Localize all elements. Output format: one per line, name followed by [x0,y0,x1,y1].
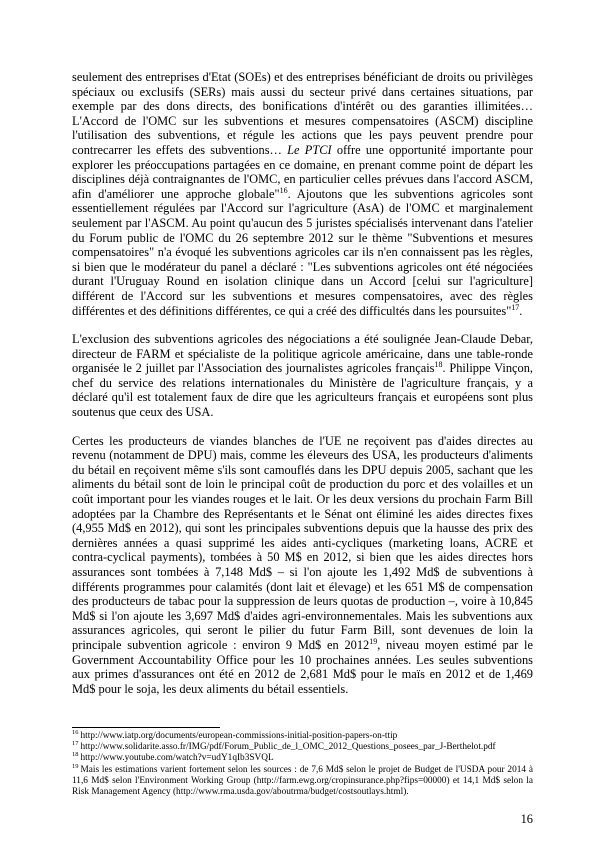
paragraph-text: , niveau moyen estimé par le Government Accountability Office pour les 10 prochaines années. Les seules subventions aux primes d'assurances ont été en 2012 de 2,681 Md$ pour le maïs en 2012 et de 1,469 Md$ pour le soja, les deux aliments du bétail essentiels. [72,637,533,696]
paragraph-text: Certes les producteurs de viandes blanches de l'UE ne reçoivent pas d'aides directes au revenu (notamment de DPU) mais, comme les éleveurs des USA, les producteurs d'aliments du bétail en reçoivent même s'ils sont camouflés dans les DPU depuis 2005, sachant que les aliments du bétail sont de loin le principal coût de production du porc et des volailles et un coût important pour les viandes rouges et le lait. Or les deux versions du prochain Farm Bill adoptées par la Chambre des Représentants et le Sénat ont éliminé les aides directes fixes (4,955 Md$ en 2012), qui sont les principales subventions depuis que la hausse des prix des dernières années a quasi supprimé les aides anti-cycliques (marketing loans, ACRE et contra-cyclical payments), tombées à 50 M$ en 2012, si bien que les aides directes hors assurances sont tombées à 7,148 Md$ – si l'on ajoute les 1,492 Md$ de subventions à différents programmes pour calamités (dont lait et élevage) et les 651 M$ de compensation des producteurs de tabac pour la suppression de leurs quotas de production –, voire à 10,845 Md$ si l'on ajoute les 3,697 Md$ d'aides agri-environnementales. Mais les subventions aux assurances agricoles, qui seront le pilier du futur Farm Bill, sont devenues de loin la principale subvention agricole : environ 9 Md$ en 2012 [72,433,533,652]
paragraph-text: seulement des entreprises d'Etat (SOEs) et des entreprises bénéficiant de droits ou privilèges spéciaux ou exclusifs (SERs) mais aussi du secteur privé dans certaines situations, par exemple par des dons directs, des bonifications d'intérêt ou des garanties illimitées… L'Accord de l'OMC sur les subventions et mesures compensatoires (ASCM) discipline l'utilisation des subventions, et régule les actions que les pays peuvent prendre pour contrecarrer les effets des subventions… [72,70,533,157]
footnotes [72,727,533,798]
paragraph-text: offre une opportunité importante pour explorer les préoccupations partagées en ce domaine, en prenant comme point de départ les disciplines déjà contraignantes de l'OMC, en particulier celles prévues dans l'accord ASCM, afin d'améliorer une approche globale" [72,142,533,201]
footnote-16 [72,728,533,742]
footnote-19 [72,762,533,799]
footnote-number: 18 [72,751,79,759]
footnote-17 [72,742,533,753]
footnote-ref: 16 [279,185,288,195]
footnote-ref: 17 [511,302,520,312]
paragraph-3 [72,434,533,697]
paragraph-text: L'exclusion des subventions agricoles des négociations a été soulignée Jean-Claude Debar, directeur de FARM et spécialiste de la politique agricole américaine, dans une table-ronde organisée le 2 juillet par l'Association des journalistes agricoles français [72,332,533,376]
footnote-text: http://www.solidarite.asso.fr/IMG/pdf/Forum_Public_de_l_OMC_2012_Questions_posees_par_J-Berthelot.pdf [80,742,496,753]
footnote-ref: 19 [369,636,378,646]
footnote-ref: 18 [434,360,443,370]
footnote-number: 17 [72,740,79,748]
paragraph-2 [72,332,533,420]
document-body [72,70,533,710]
page-number: 16 [520,812,533,826]
footnote-text: http://www.iatp.org/documents/european-commissions-initial-position-papers-on-ttip [80,731,398,741]
paragraph-1 [72,70,533,318]
footnote-number: 19 [72,762,79,770]
footnote-text: http://www.youtube.com/watch?v=udY1qIb3SVQL [80,753,274,764]
footnote-number: 16 [72,728,79,736]
paragraph-text: . [519,303,523,318]
footnote-separator [72,727,220,728]
paragraph-text: . Philippe Vinçon, chef du service des relations internationales du Ministère de l'agriculture français, y a déclaré qu'il est totalement faux de dire que les agriculteurs français et européens sont plus soutenus que ceux des USA. [72,361,533,420]
footnote-text: Mais les estimations varient fortement selon les sources : de 7,6 Md$ selon le projet de Budget de l'USDA pour 2014 à 11,6 Md$ selon l'Environment Working Group (http://farm.ewg.org/cropinsurance.php?fips=00000) et 14,1 Md$ selon la Risk Management Agency (http://www.rma.usda.gov/aboutrma/budget/costsoutlays.html). [72,764,533,798]
paragraph-text: . Ajoutons que les subventions agricoles sont essentiellement régulées par l'Accord sur l'agriculture (AsA) de l'OMC et marginalement seulement par l'ASCM. Au point qu'aucun des 5 juristes spécialisés intervenant dans l'atelier du Forum public de l'OMC du 26 septembre 2012 sur le thème "Subventions et mesures compensatoires" n'a évoqué les subventions agricoles car ils n'en connaissent pas les règles, si bien que le modérateur du panel a déclaré : "Les subventions agricoles ont été négociées durant l'Uruguay Round en isolation clinique dans un Accord [celui sur l'agriculture] différent de l'Accord sur les subventions et mesures compensatoires, avec des règles différentes et des définitions différentes, ce qui a créé des difficultés dans les poursuites" [72,186,533,318]
italic-text: Le PTCI [287,142,332,157]
footnote-18 [72,753,533,764]
